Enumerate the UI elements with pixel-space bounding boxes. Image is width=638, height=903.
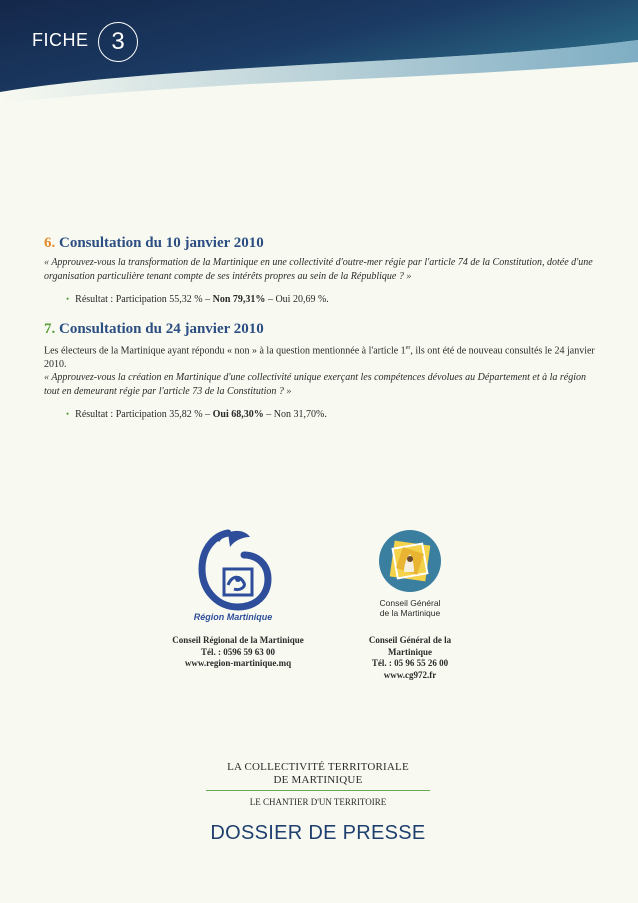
section-7-intro-b: , ils ont été de nouveau consultés le 24 janvier 2010. [44,345,595,370]
footer-title [200,761,436,787]
section-6-result-prefix: Résultat : Participation 55,32 % – [75,294,213,305]
header-wave [0,0,638,150]
header-band [0,0,638,150]
region-logo-icon [188,525,278,625]
region-martinique-logo [188,525,278,625]
fiche-label: FICHE [32,30,89,50]
fiche-number-badge: 3 [98,22,138,62]
region-logo-text: Région Martinique [193,612,273,622]
footer-title-line1: LA COLLECTIVITÉ TERRITORIALE [227,761,409,773]
footer-title-line2: DE MARTINIQUE [273,774,363,786]
cg-logo-text-line1: Conseil Général [379,598,441,608]
section-7-result-suffix: – Non 31,70%. [263,409,327,421]
cg-contact-web[interactable]: www.cg972.fr [383,669,437,680]
cg-logo-text-line2: de la Martinique [379,608,441,618]
bullet-icon: • [66,294,70,304]
cg-contact-name: Conseil Général de la Martinique [368,635,452,657]
press-kit-title: DOSSIER DE PRESSE [210,822,426,844]
section-7-intro-a: Les électeurs de la Martinique ayant répondu « non » à la question mentionnée à l'article 1 [44,345,406,357]
section-6-quote: « Approuvez-vous la transformation de la Martinique en une collectivité d'outre-mer régie par l'article 74 de la Constitution, dotée d'une organisation particulière tenant compte de ses intérêts propres au sein de la République ? » [44,257,593,282]
section-7-result [66,408,604,421]
section-6-result-suffix: – Oui 20,69 %. [265,294,329,305]
main-content [44,233,604,421]
cg-contact-block [350,635,470,681]
section-6-title: Consultation du 10 janvier 2010 [59,235,264,251]
conseil-general-logo [370,526,450,622]
bullet-icon: • [66,409,70,420]
section-7-title: Consultation du 24 janvier 2010 [59,321,264,337]
region-contact-web[interactable]: www.region-martinique.mq [184,658,292,668]
section-7-intro [44,342,604,371]
section-6-result-bold: Non 79,31% [212,294,266,305]
section-7-quote: « Approuvez-vous la création en Martinique d'une collectivité unique exerçant les compétences dévolues au Département et à la région tout en demeurant régie par l'article 73 de la Constitution ? » [44,372,586,397]
region-contact-name: Conseil Régional de la Martinique [172,635,304,645]
section-7-result-bold: Oui 68,30% [212,409,264,421]
section-7-result-prefix: Résultat : Participation 35,82 % – [75,409,213,421]
section-6-result [66,293,604,306]
cg-logo-icon [370,526,450,622]
section-6-number: 6. [44,235,56,251]
region-contact-block [170,635,306,670]
cg-contact-tel: Tél. : 05 96 55 26 00 [371,658,449,668]
section-7-intro-sup: er [405,345,411,351]
section-7-number: 7. [44,321,56,337]
region-contact-tel: Tél. : 0596 59 63 00 [201,646,275,657]
footer-subtitle: LE CHANTIER D'UN TERRITOIRE [249,797,387,807]
footer-divider [206,790,430,791]
section-6-heading [44,233,604,253]
section-7-heading [44,319,604,339]
